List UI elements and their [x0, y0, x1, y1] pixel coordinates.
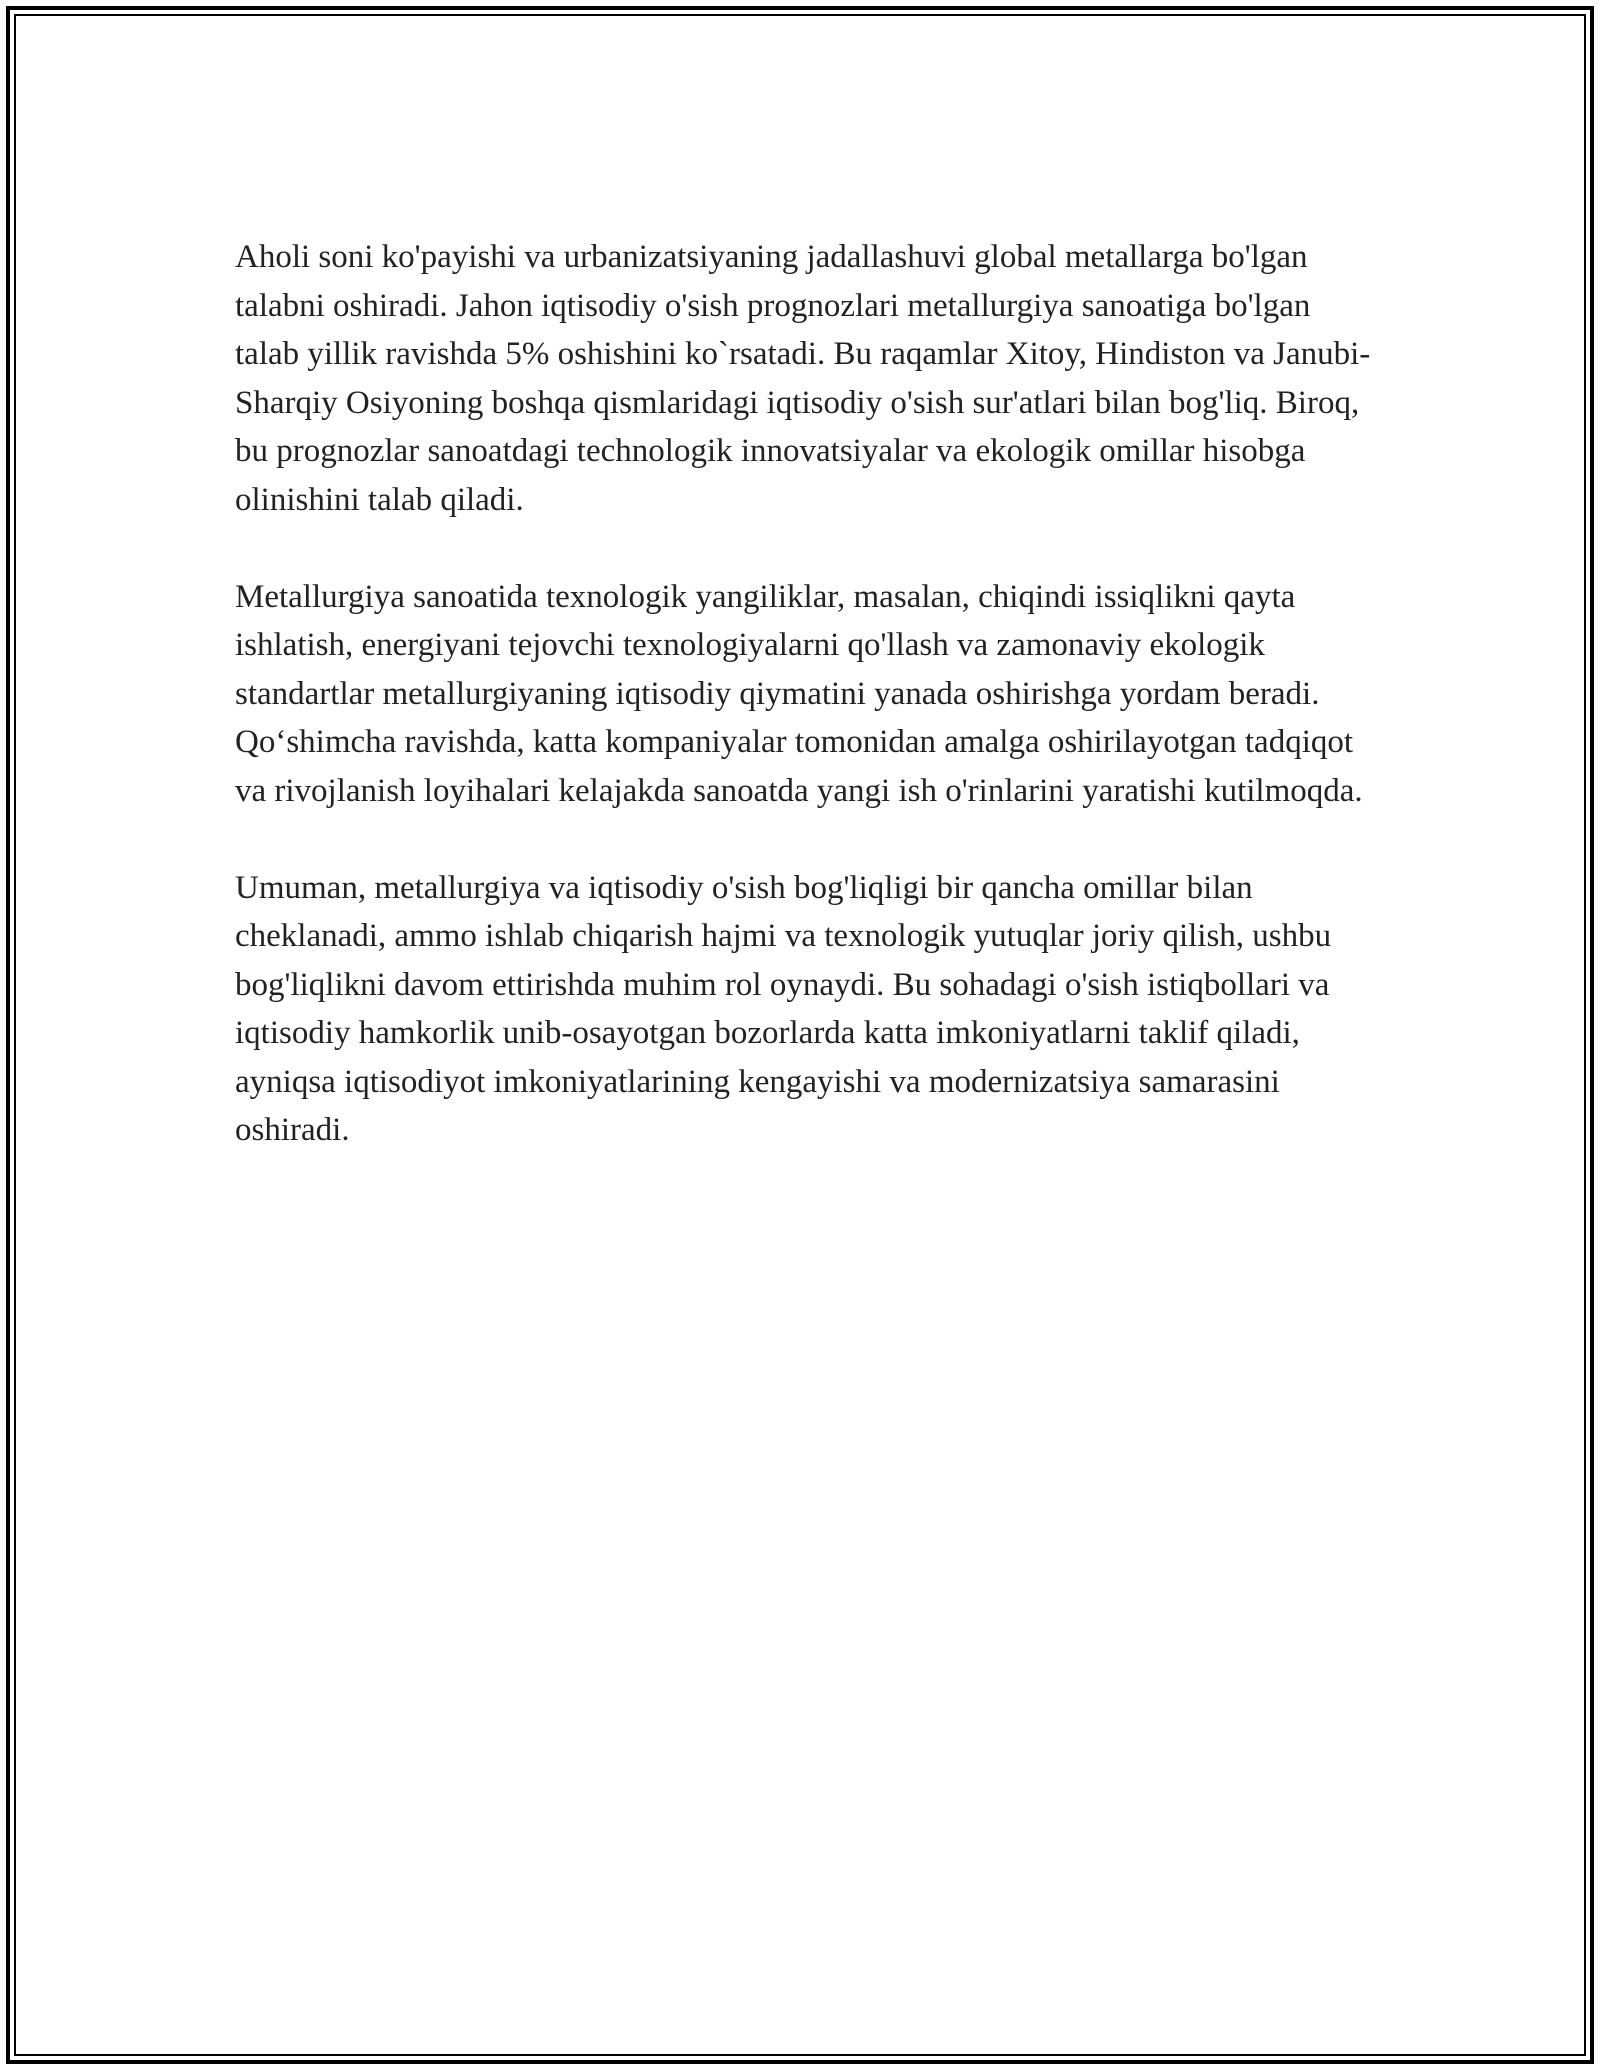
document-body [235, 233, 1380, 1203]
paragraph-3: Umuman, metallurgiya va iqtisodiy o'sish bog'liqligi bir qancha omillar bilan cheklanadi, ammo ishlab chiqarish hajmi va texnologik yutuqlar joriy qilish, ushbu bog'liqlikni davom ettirishda muhim rol oynaydi. Bu sohadagi o'sish istiqbollari va iqtisodiy hamkorlik unib-osayotgan bozorlarda katta imkoniyatlarni taklif qiladi, ayniqsa iqtisodiyot imkoniyatlarining kengayishi va modernizatsiya samarasini oshiradi. [235, 869, 1332, 1148]
paragraph-2: Metallurgiya sanoatida texnologik yangiliklar, masalan, chiqindi issiqlikni qayta ishlatish, energiyani tejovchi texnologiyalarni qo'llash va zamonaviy ekologik standartlar metallurgiyaning iqtisodiy qiymatini yanada oshirishga yordam beradi. Qo‘shimcha ravishda, katta kompaniyalar tomonidan amalga oshirilayotgan tadqiqot va rivojlanish loyihalari kelajakda sanoatda yangi ish o'rinlarini yaratishi kutilmoqda. [235, 578, 1363, 809]
paragraph-1: Aholi soni ko'payishi va urbanizatsiyaning jadallashuvi global metallarga bo'lgan talabni oshiradi. Jahon iqtisodiy o'sish prognozlari metallurgiya sanoatiga bo'lgan talab yillik ravishda 5% oshishini ko`rsatadi. Bu raqamlar Xitoy, Hindiston va Janubi-Sharqiy Osiyoning boshqa qismlaridagi iqtisodiy o'sish sur'atlari bilan bog'liq. Biroq, bu prognozlar sanoatdagi technologik innovatsiyalar va ekologik omillar hisobga olinishini talab qiladi. [235, 239, 1371, 518]
